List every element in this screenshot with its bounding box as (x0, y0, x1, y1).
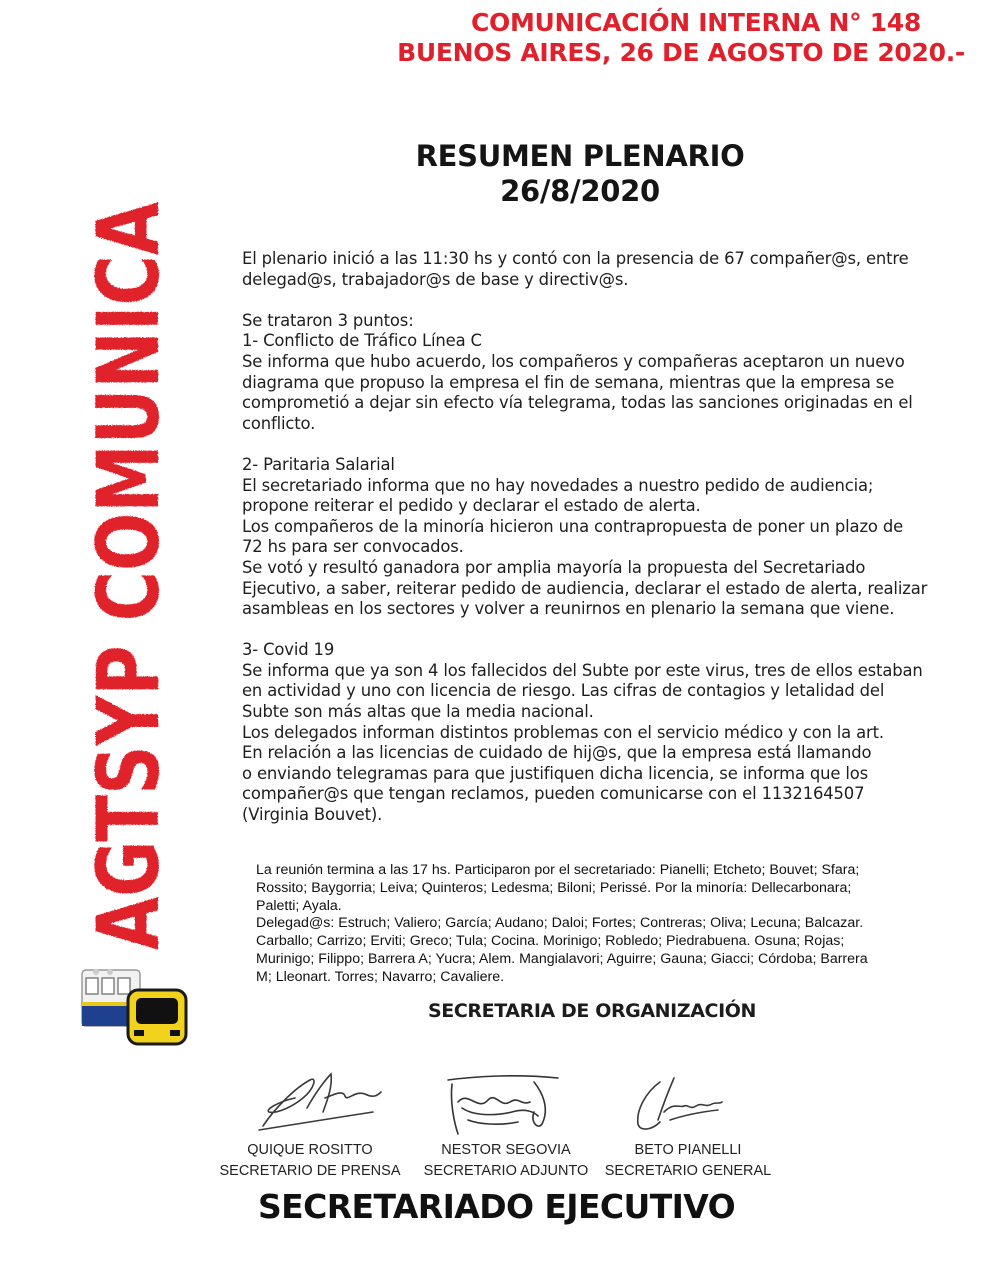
organization-secretary-label: SECRETARIA DE ORGANIZACIÓN (428, 1000, 756, 1022)
signer-role: SECRETARIO ADJUNTO (423, 1163, 589, 1179)
point1-line: conflicto. (242, 413, 316, 433)
brand-vertical-logo (79, 13, 179, 950)
point2-line: Los compañeros de la minoría hicieron una contrapropuesta de poner un plazo de (242, 516, 904, 536)
point3-line: o enviando telegramas para que justifiquen dicha licencia, se informa que los (242, 763, 869, 783)
signer-prensa (214, 1140, 406, 1182)
point3-line: Subte son más altas que la media nacional. (242, 702, 594, 722)
attendees-line: Carballo; Carrizo; Erviti; Greco; Tula; Cocina. Morinigo; Robledo; Piedrabuena. Osuna; Rojas; (256, 933, 845, 950)
point2-line: Se votó y resultó ganadora por amplia mayoría la propuesta del Secretariado (242, 557, 866, 577)
attendees-line: Delegad@s: Estruch; Valiero; García; Audano; Daloi; Fortes; Contreras; Oliva; Lecuna; Balcazar. (256, 915, 864, 932)
signature-icon (630, 1072, 726, 1136)
point1-line: diagrama que propuso la empresa el fin de semana, mientras que la empresa se (242, 372, 895, 392)
memo-number: COMUNICACIÓN INTERNA N° 148 (470, 8, 921, 37)
body-text (242, 249, 972, 826)
point2-line: propone reiterar el pedido y declarar el estado de alerta. (242, 496, 701, 516)
attendees-line: La reunión termina a las 17 hs. Participaron por el secretariado: Pianelli; Etcheto; Bouvet; Sfara; (256, 862, 860, 878)
signature-icon (255, 1068, 385, 1136)
attendees-line: Paletti; Ayala. (256, 897, 342, 914)
attendees-paragraph (256, 862, 966, 987)
point3-line: compañer@s que tengan reclamos, pueden comunicarse con el 1132164507 (242, 784, 865, 804)
memo-date-place: BUENOS AIRES, 26 DE AGOSTO DE 2020.- (397, 38, 965, 67)
point2-line: asambleas en los sectores y volver a reunirnos en plenario la semana que viene. (242, 599, 895, 619)
point2-line: 72 hs para ser convocados. (242, 537, 464, 557)
signer-role: SECRETARIO DE PRENSA (219, 1163, 401, 1179)
points-intro: Se trataron 3 puntos: (242, 310, 414, 330)
point3-heading: 3- Covid 19 (242, 640, 335, 660)
signer-adjunto (418, 1140, 594, 1182)
page-title: RESUMEN PLENARIO (415, 139, 745, 173)
point1-heading: 1- Conflicto de Tráfico Línea C (242, 331, 482, 351)
point2-line: Ejecutivo, a saber, reiterar pedido de audiencia, declarar el estado de alerta, realizar (242, 578, 928, 598)
signer-general (600, 1140, 776, 1182)
signature-icon (438, 1072, 566, 1138)
signer-role: SECRETARIO GENERAL (604, 1163, 772, 1179)
intro-line: El plenario inició a las 11:30 hs y contó con la presencia de 67 compañer@s, entre (242, 249, 909, 268)
point3-line: (Virginia Bouvet). (242, 805, 383, 825)
point1-line: Se informa que hubo acuerdo, los compañeros y compañeras aceptaron un nuevo (242, 351, 905, 371)
attendees-line: Murinigo; Filippo; Barrera A; Yucra; Alem. Mangialavori; Aguirre; Gauna; Giacci; Córdoba; Barrera (256, 950, 868, 967)
footer-title: SECRETARIADO EJECUTIVO (258, 1187, 736, 1226)
point3-line: en actividad y uno con licencia de riesgo. Las cifras de contagios y letalidad del (242, 681, 885, 701)
point1-line: comprometió a dejar sin efecto vía telegrama, todas las sanciones originadas en el (242, 393, 913, 413)
attendees-line: M; Lleonart. Torres; Navarro; Cavaliere. (256, 968, 505, 985)
point3-line: Se informa que ya son 4 los fallecidos del Subte por este virus, tres de ellos estaban (242, 660, 923, 680)
signer-name: NESTOR SEGOVIA (441, 1142, 571, 1158)
point3-line: Los delegados informan distintos problemas con el servicio médico y con la art. (242, 722, 884, 742)
brand-text: AGTSYP COMUNICA (79, 13, 179, 950)
point3-line: En relación a las licencias de cuidado de hij@s, que la empresa está llamando (242, 743, 872, 763)
subway-train-logo-icon (80, 966, 190, 1048)
signer-name: BETO PIANELLI (634, 1142, 742, 1158)
point2-line: El secretariado informa que no hay novedades a nuestro pedido de audiencia; (242, 475, 874, 495)
point2-heading: 2- Paritaria Salarial (242, 454, 395, 474)
page-title-date: 26/8/2020 (500, 174, 660, 208)
attendees-line: Rossito; Baygorria; Leiva; Quinteros; Ledesma; Biloni; Perissé. Por la minoría: Dellecarbonara; (256, 879, 852, 896)
signer-name: QUIQUE ROSITTO (247, 1142, 373, 1158)
intro-line: delegad@s, trabajador@s de base y directiv@s. (242, 269, 629, 289)
